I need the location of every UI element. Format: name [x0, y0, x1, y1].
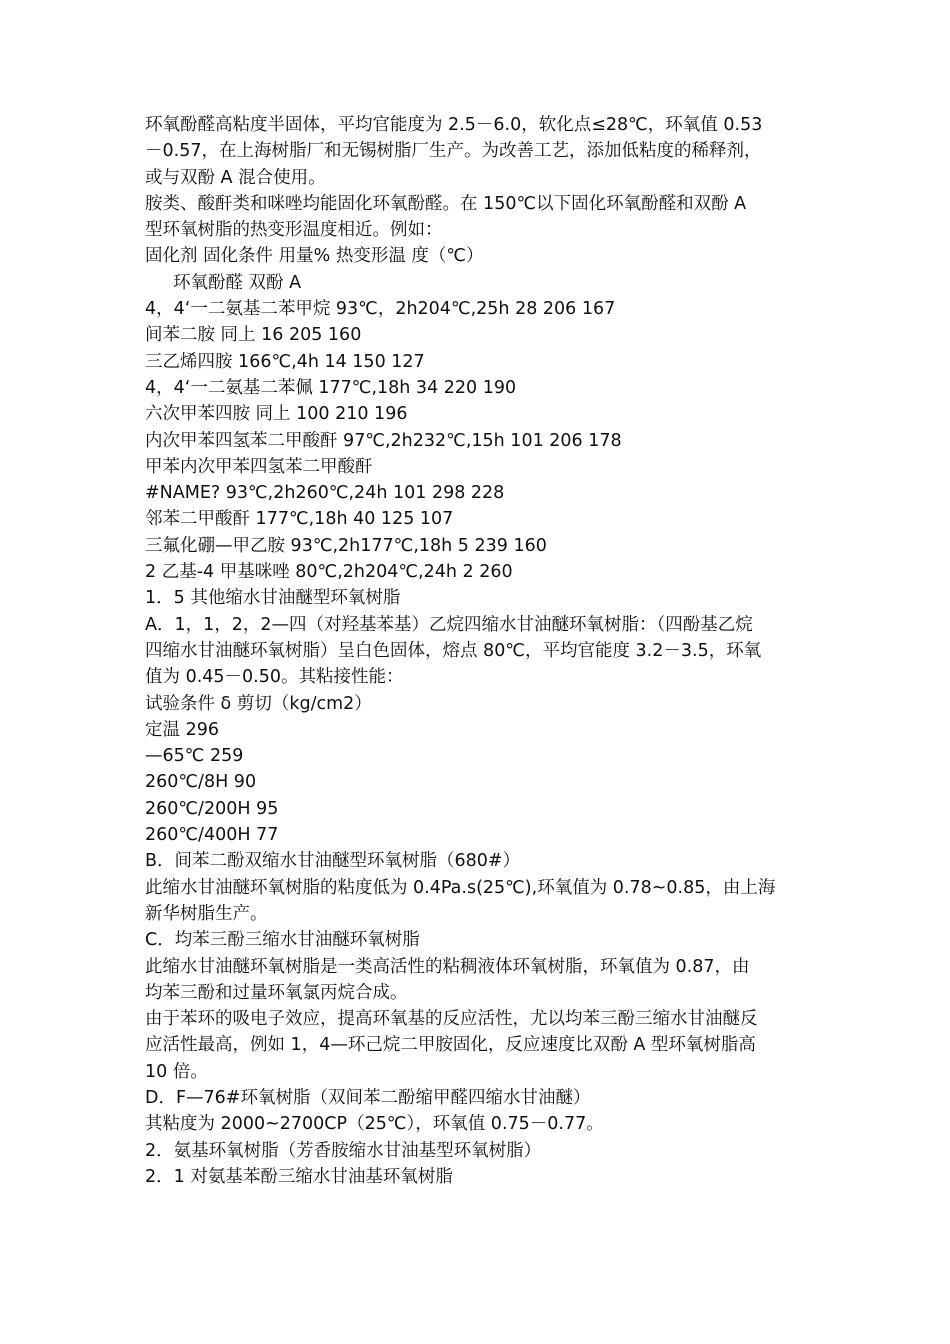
text-line: 型环氧树脂的热变形温度相近。例如：	[145, 220, 443, 241]
table-row: 六次甲苯四胺 同上 100 210 196	[145, 404, 408, 425]
text-line: 值为 0.45－0.50。其粘接性能：	[145, 667, 404, 688]
document-page	[145, 112, 810, 1190]
text-line: 此缩水甘油醚环氧树脂是一类高活性的粘稠液体环氧树脂，环氧值为 0.87，由	[145, 956, 750, 977]
table-header-line: 试验条件 δ 剪切（kg/cm2）	[145, 693, 372, 714]
text-line: 均苯三酚和过量环氧氯丙烷合成。	[145, 982, 408, 1003]
table-row: #NAME? 93℃,2h260℃,24h 101 298 228	[145, 483, 505, 504]
text-line: 新华树脂生产。	[145, 903, 268, 924]
text-line: 或与双酚 A 混合使用。	[145, 167, 326, 188]
text-line: 由于苯环的吸电子效应，提高环氧基的反应活性，尤以均苯三酚三缩水甘油醚反	[145, 1009, 758, 1030]
table-row: 260℃/8H 90	[145, 772, 257, 793]
section-heading: D．F—76#环氧树脂（双间苯二酚缩甲醛四缩水甘油醚）	[145, 1087, 591, 1108]
table-row: 内次甲苯四氢苯二甲酸酐 97℃,2h232℃,15h 101 206 178	[145, 430, 622, 451]
table-row: 定温 296	[145, 719, 219, 740]
section-heading: B．间苯二酚双缩水甘油醚型环氧树脂（680#）	[145, 851, 521, 872]
section-heading: 1．5 其他缩水甘油醚型环氧树脂	[145, 588, 401, 609]
table-row: 4，4‘一二氨基二苯甲烷 93℃，2h204℃,25h 28 206 167	[145, 299, 616, 320]
table-row: 260℃/200H 95	[145, 798, 279, 819]
text-line: －0.57，在上海树脂厂和无锡树脂厂生产。为改善工艺，添加低粘度的稀释剂，	[145, 141, 762, 162]
table-subheader-line: 环氧酚醛 双酚 A	[173, 272, 302, 293]
text-line: 环氧酚醛高粘度半固体，平均官能度为 2.5－6.0，软化点≤28℃，环氧值 0.53	[145, 115, 763, 135]
text-line: A．1，1，2，2—四（对羟基苯基）乙烷四缩水甘油醚环氧树脂：（四酚基乙烷	[145, 614, 753, 635]
table-row: 甲苯内次甲苯四氢苯二甲酸酐	[145, 456, 373, 477]
section-heading: C．均苯三酚三缩水甘油醚环氧树脂	[145, 930, 420, 951]
section-heading: 2．氨基环氧树脂（芳香胺缩水甘油基型环氧树脂）	[145, 1140, 542, 1161]
text-line: 应活性最高，例如 1，4—环己烷二甲胺固化，反应速度比双酚 A 型环氧树脂高	[145, 1035, 756, 1056]
table-header-line: 固化剂 固化条件 用量% 热变形温 度（℃）	[145, 246, 484, 267]
table-row: 三氟化硼—甲乙胺 93℃,2h177℃,18h 5 239 160	[145, 535, 547, 556]
section-heading: 2．1 对氨基苯酚三缩水甘油基环氧树脂	[145, 1166, 453, 1187]
text-line: 此缩水甘油醚环氧树脂的粘度低为 0.4Pa.s(25℃),环氧值为 0.78~0.85，由上海	[145, 877, 776, 898]
table-row: —65℃ 259	[145, 746, 244, 767]
table-row: 三乙烯四胺 166℃,4h 14 150 127	[145, 351, 425, 372]
text-line: 其粘度为 2000~2700CP（25℃），环氧值 0.75－0.77。	[145, 1114, 604, 1135]
text-line: 四缩水甘油醚环氧树脂）呈白色固体，熔点 80℃，平均官能度 3.2－3.5，环氧	[145, 640, 762, 661]
text-line: 胺类、酸酐类和咪唑均能固化环氧酚醛。在 150℃以下固化环氧酚醛和双酚 A	[145, 193, 747, 214]
table-row: 邻苯二甲酸酐 177℃,18h 40 125 107	[145, 509, 454, 530]
table-row: 2 乙基-4 甲基咪唑 80℃,2h204℃,24h 2 260	[145, 562, 513, 583]
table-row: 260℃/400H 77	[145, 825, 279, 846]
text-line: 10 倍。	[145, 1061, 208, 1082]
table-row: 4，4‘一二氨基二苯佩 177℃,18h 34 220 190	[145, 377, 517, 398]
table-row: 间苯二胺 同上 16 205 160	[145, 325, 362, 346]
